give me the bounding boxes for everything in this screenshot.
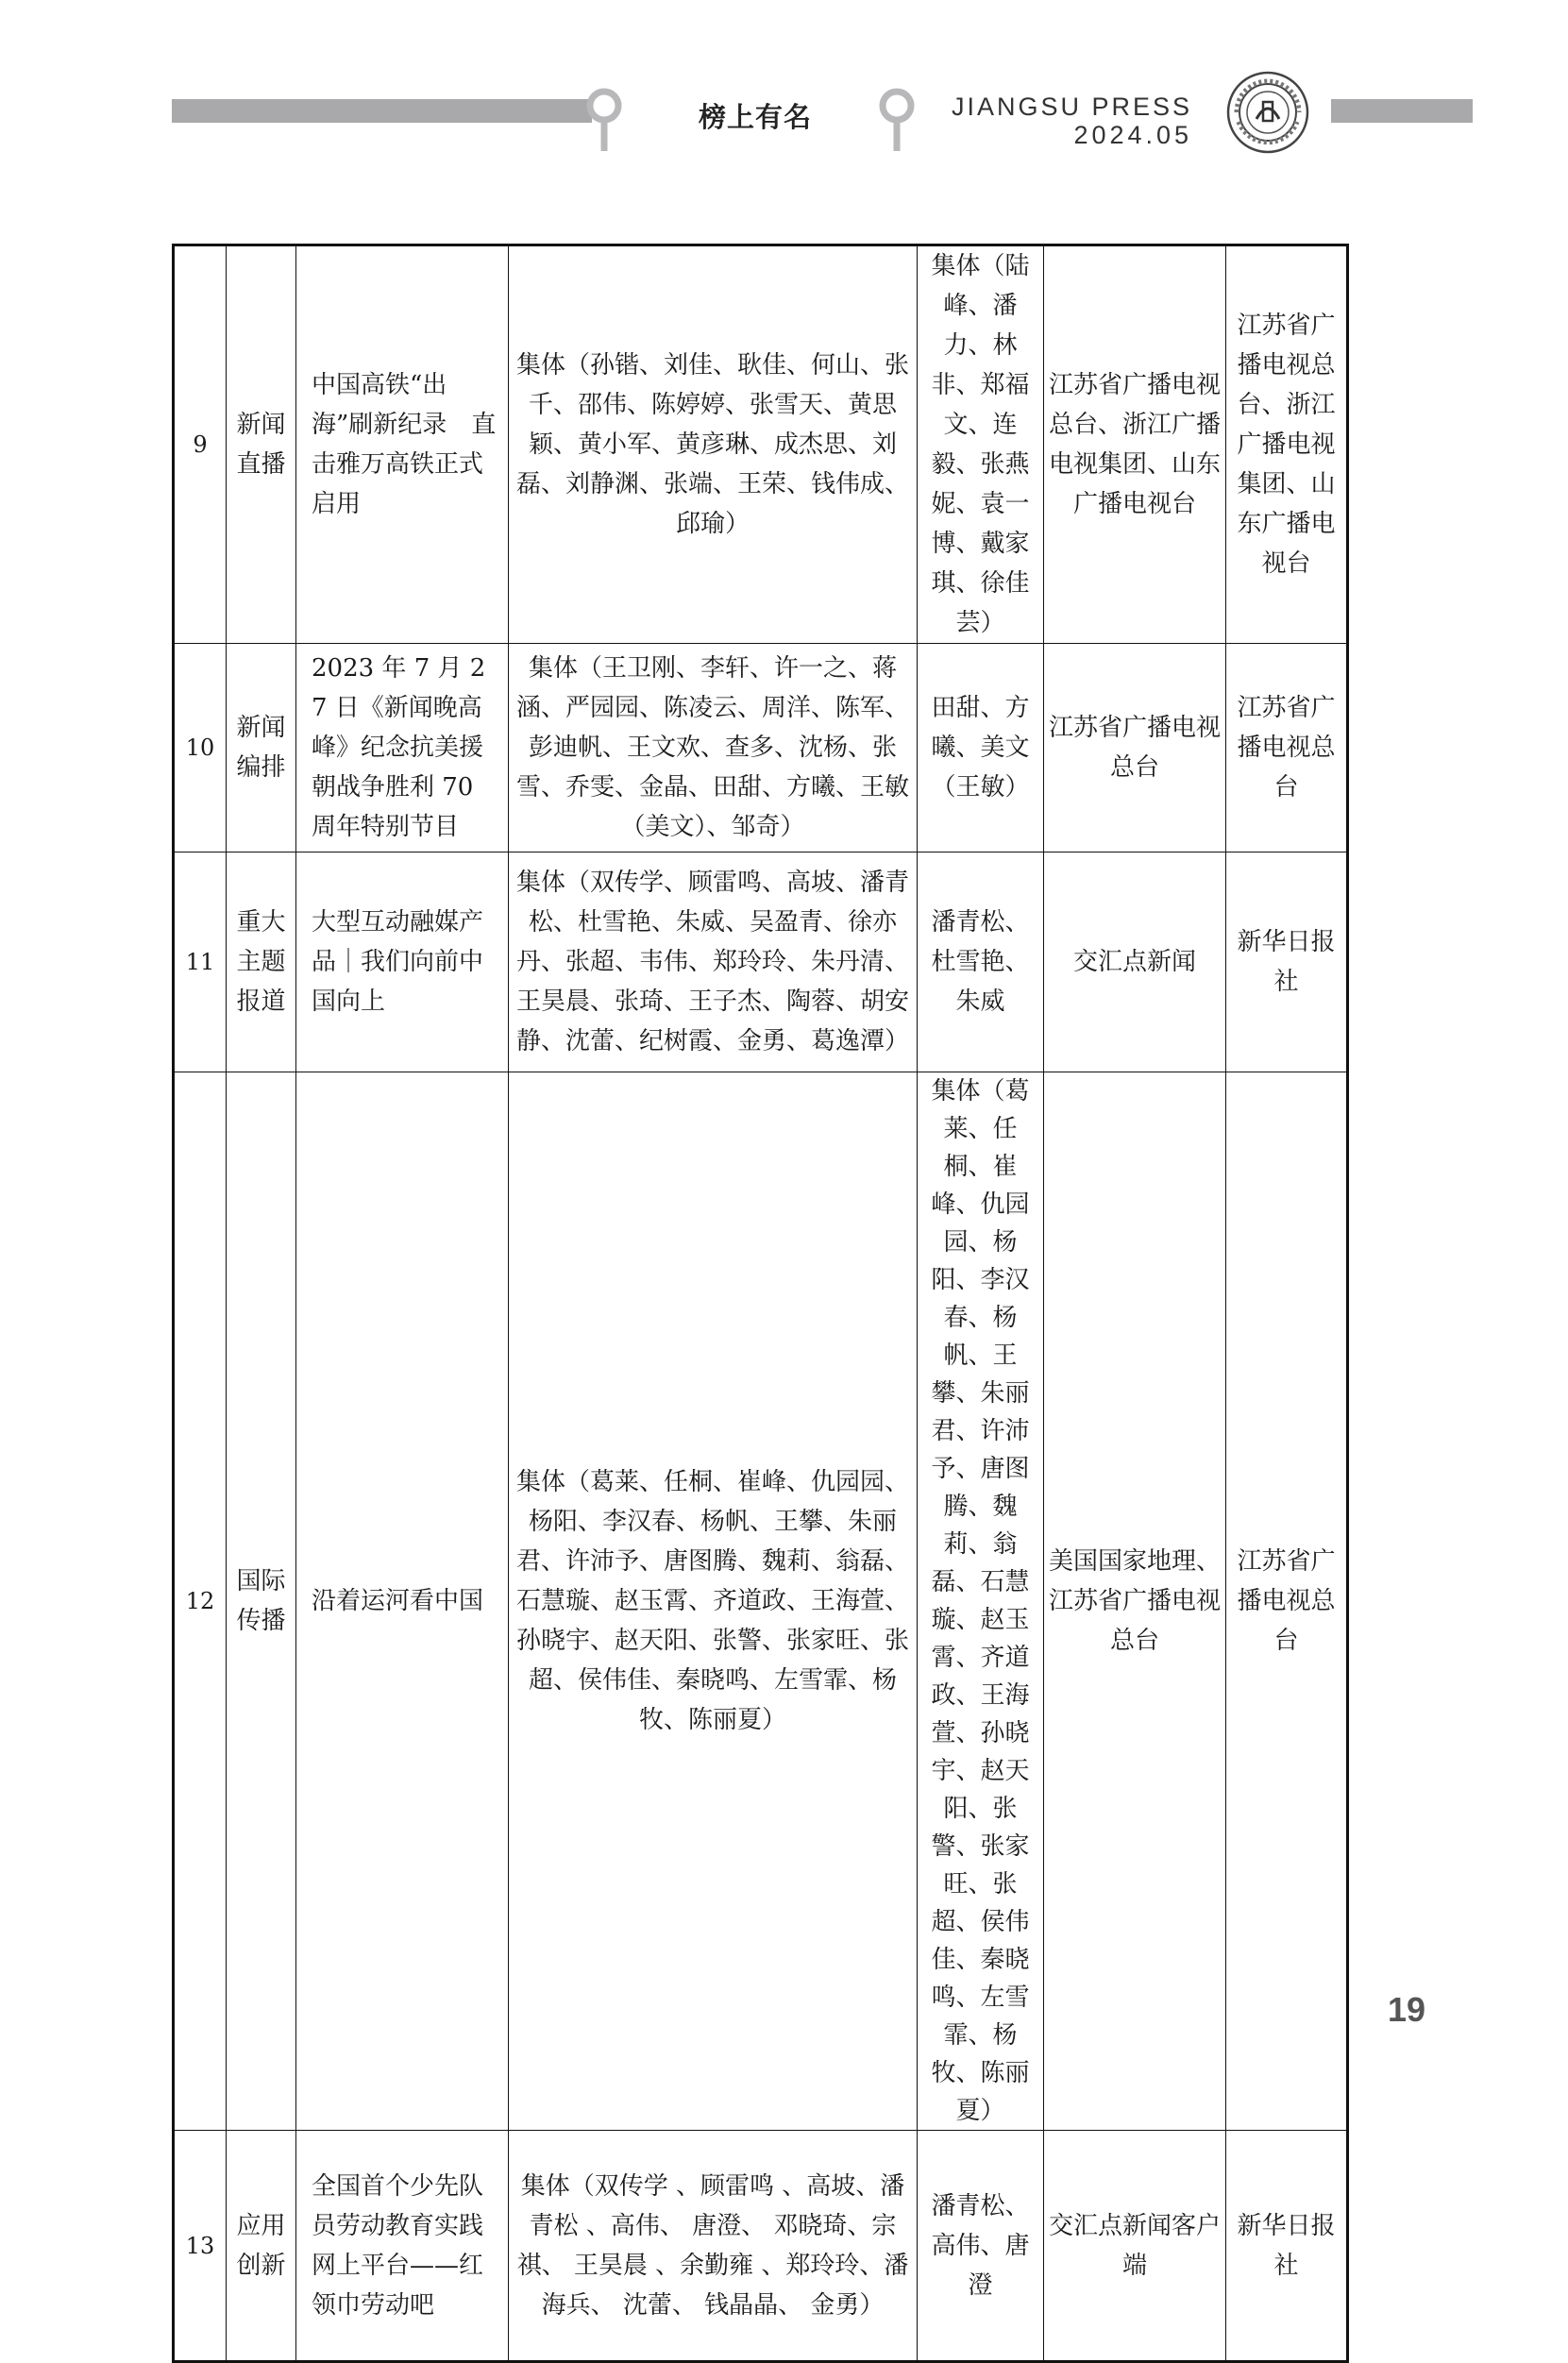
publication-name: JIANGSU PRESS bbox=[952, 93, 1193, 121]
table-row bbox=[174, 245, 1348, 644]
cell-editors: 田甜、方曦、美文（王敏） bbox=[918, 644, 1044, 852]
cell-publishing-unit: 交汇点新闻客户端 bbox=[1044, 2131, 1226, 2362]
cell-number: 13 bbox=[174, 2131, 227, 2362]
cell-number: 12 bbox=[174, 1072, 227, 2131]
header-bar-right bbox=[1331, 99, 1473, 123]
cell-title: 全国首个少先队员劳动教育实践网上平台——红领巾劳动吧 bbox=[296, 2131, 509, 2362]
table-row bbox=[174, 1072, 1348, 2131]
association-seal-icon bbox=[1225, 70, 1310, 155]
cell-category: 应用创新 bbox=[227, 2131, 296, 2362]
publication-masthead bbox=[952, 93, 1192, 149]
cell-category: 新闻编排 bbox=[227, 644, 296, 852]
cell-recommending-unit: 江苏省广播电视总台、浙江广播电视集团、山东广播电视台 bbox=[1226, 245, 1348, 644]
cell-editors: 集体（陆峰、潘力、林非、郑福文、连毅、张燕妮、袁一博、戴家琪、徐佳芸） bbox=[918, 245, 1044, 644]
cell-editors: 集体（葛莱、任桐、崔峰、仇园园、杨阳、李汉春、杨帆、王攀、朱丽君、许沛予、唐图腾、魏莉、翁磊、石慧璇、赵玉霄、齐道政、王海萱、孙晓宇、赵天阳、张警、张家旺、张超、侯伟佳、秦晓鸣、左雪霏、杨牧、陈丽夏） bbox=[918, 1072, 1044, 2131]
cell-title: 沿着运河看中国 bbox=[296, 1072, 509, 2131]
cell-editors: 潘青松、杜雪艳、朱威 bbox=[918, 852, 1044, 1072]
awards-table bbox=[172, 244, 1346, 2363]
cell-category: 重大主题报道 bbox=[227, 852, 296, 1072]
cell-category: 新闻直播 bbox=[227, 245, 296, 644]
cell-publishing-unit: 江苏省广播电视总台 bbox=[1044, 644, 1226, 852]
cell-number: 10 bbox=[174, 644, 227, 852]
page-number: 19 bbox=[1388, 1990, 1426, 2029]
pin-icon bbox=[878, 87, 916, 153]
cell-main-creators: 集体（孙锴、刘佳、耿佳、何山、张千、邵伟、陈婷婷、张雪天、黄思颖、黄小军、黄彦琳、成杰思、刘磊、刘静渊、张端、王荣、钱伟成、邱瑜） bbox=[509, 245, 918, 644]
cell-main-creators: 集体（双传学、顾雷鸣、高坡、潘青松、杜雪艳、朱威、吴盈青、徐亦丹、张超、韦伟、郑玲玲、朱丹清、王昊晨、张琦、王子杰、陶蓉、胡安静、沈蕾、纪树霞、金勇、葛逸潭） bbox=[509, 852, 918, 1072]
pin-icon bbox=[585, 87, 623, 153]
cell-main-creators: 集体（王卫刚、李轩、许一之、蒋涵、严园园、陈凌云、周洋、陈军、彭迪帆、王文欢、查多、沈杨、张雪、乔雯、金晶、田甜、方曦、王敏（美文）、邹奇） bbox=[509, 644, 918, 852]
cell-editors: 潘青松、高伟、唐澄 bbox=[918, 2131, 1044, 2362]
table-row bbox=[174, 2131, 1348, 2362]
cell-main-creators: 集体（双传学 、顾雷鸣 、高坡、潘青松 、高伟、 唐澄、 邓晓琦、宗祺、 王昊晨 、余勤雍 、郑玲玲、潘海兵、 沈蕾、 钱晶晶、 金勇） bbox=[509, 2131, 918, 2362]
issue-date: 2024.05 bbox=[1073, 121, 1193, 149]
cell-recommending-unit: 江苏省广播电视总台 bbox=[1226, 644, 1348, 852]
cell-title: 中国高铁“出海”刷新纪录 直击雅万高铁正式启用 bbox=[296, 245, 509, 644]
cell-publishing-unit: 交汇点新闻 bbox=[1044, 852, 1226, 1072]
section-title: 榜上有名 bbox=[699, 101, 813, 133]
header-bar-left bbox=[172, 99, 592, 123]
cell-title: 大型互动融媒产品｜我们向前中国向上 bbox=[296, 852, 509, 1072]
cell-category: 国际传播 bbox=[227, 1072, 296, 2131]
table-row bbox=[174, 644, 1348, 852]
cell-number: 11 bbox=[174, 852, 227, 1072]
cell-recommending-unit: 新华日报社 bbox=[1226, 852, 1348, 1072]
cell-publishing-unit: 美国国家地理、江苏省广播电视总台 bbox=[1044, 1072, 1226, 2131]
cell-main-creators: 集体（葛莱、任桐、崔峰、仇园园、杨阳、李汉春、杨帆、王攀、朱丽君、许沛予、唐图腾、魏莉、翁磊、石慧璇、赵玉霄、齐道政、王海萱、孙晓宇、赵天阳、张警、张家旺、张超、侯伟佳、秦晓鸣、左雪霏、杨牧、陈丽夏） bbox=[509, 1072, 918, 2131]
table-row bbox=[174, 852, 1348, 1072]
cell-recommending-unit: 新华日报社 bbox=[1226, 2131, 1348, 2362]
cell-publishing-unit: 江苏省广播电视总台、浙江广播电视集团、山东广播电视台 bbox=[1044, 245, 1226, 644]
cell-recommending-unit: 江苏省广播电视总台 bbox=[1226, 1072, 1348, 2131]
cell-number: 9 bbox=[174, 245, 227, 644]
cell-title: 2023 年 7 月 27 日《新闻晚高峰》纪念抗美援朝战争胜利 70 周年特别节目 bbox=[296, 644, 509, 852]
